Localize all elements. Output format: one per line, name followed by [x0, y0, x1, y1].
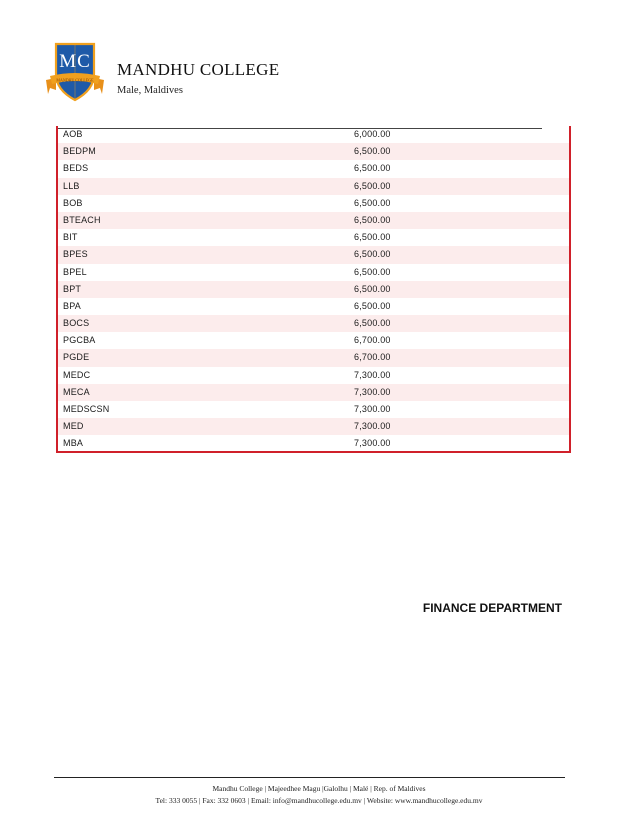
program-fee: 6,500.00 — [354, 146, 391, 157]
program-code: LLB — [63, 180, 80, 191]
table-row — [58, 212, 569, 229]
program-fee: 7,300.00 — [354, 369, 391, 380]
logo-letters: MC — [59, 51, 91, 72]
table-row — [58, 401, 569, 418]
table-row — [58, 418, 569, 435]
fee-table — [56, 126, 571, 453]
table-row — [58, 332, 569, 349]
college-location: Male, Maldives — [117, 85, 183, 96]
table-row — [58, 384, 569, 401]
table-row — [58, 281, 569, 298]
table-row — [58, 264, 569, 281]
program-fee: 6,500.00 — [354, 214, 391, 225]
program-fee: 6,000.00 — [354, 129, 391, 139]
table-row — [58, 229, 569, 246]
table-row — [58, 246, 569, 263]
department-signature: FINANCE DEPARTMENT — [422, 601, 562, 615]
program-code: BOCS — [63, 318, 90, 329]
footer-address: Mandhu College | Majeedhee Magu |Galolhu | Malé | Rep. of Maldives — [212, 784, 426, 793]
program-fee: 6,500.00 — [354, 197, 391, 208]
table-row — [58, 143, 569, 160]
program-code: MED — [63, 421, 84, 432]
program-code: BEDS — [63, 163, 89, 174]
table-row — [58, 349, 569, 366]
college-logo — [44, 40, 106, 102]
program-code: PGDE — [63, 352, 90, 363]
table-row — [58, 298, 569, 315]
program-code: BPES — [63, 249, 88, 260]
program-fee: 7,300.00 — [354, 404, 391, 414]
program-code: BPEL — [63, 266, 87, 277]
table-row — [58, 367, 569, 384]
program-code: MBA — [63, 438, 84, 449]
table-row — [58, 315, 569, 332]
table-row — [58, 195, 569, 212]
letterhead — [44, 40, 464, 102]
program-fee: 7,300.00 — [354, 386, 391, 397]
program-code: AOB — [63, 129, 83, 139]
program-fee: 7,300.00 — [354, 421, 391, 432]
program-fee: 6,500.00 — [354, 249, 391, 260]
table-row — [58, 435, 569, 452]
table-row — [58, 160, 569, 177]
program-code: BEDPM — [63, 146, 97, 157]
college-name: MANDHU COLLEGE — [117, 60, 280, 79]
program-fee: 6,500.00 — [354, 180, 391, 191]
program-code: MEDC — [63, 369, 91, 380]
program-code: MEDSCSN — [63, 404, 110, 414]
program-code: BPA — [63, 300, 81, 311]
logo-banner-text: MANDHU COLLEGE — [56, 77, 94, 83]
program-fee: 6,500.00 — [354, 318, 391, 329]
program-fee: 6,700.00 — [354, 352, 391, 363]
table-row — [58, 178, 569, 195]
program-fee: 6,500.00 — [354, 283, 391, 294]
program-fee: 6,500.00 — [354, 266, 391, 277]
program-code: BOB — [63, 197, 83, 208]
program-code: MECA — [63, 386, 90, 397]
footer-rule — [54, 777, 565, 778]
table-row — [58, 126, 569, 143]
program-code: BIT — [63, 232, 78, 243]
program-fee: 6,700.00 — [354, 335, 391, 346]
program-fee: 7,300.00 — [354, 438, 391, 449]
program-code: BPT — [63, 283, 82, 294]
program-code: PGCBA — [63, 335, 96, 346]
footer-contact: Tel: 333 0055 | Fax: 332 0603 | Email: info@mandhucollege.edu.mv | Website: www.mandhucollege.edu.mv — [155, 796, 483, 805]
program-code: BTEACH — [63, 214, 101, 225]
program-fee: 6,500.00 — [354, 163, 391, 174]
program-fee: 6,500.00 — [354, 300, 391, 311]
program-fee: 6,500.00 — [354, 232, 391, 243]
